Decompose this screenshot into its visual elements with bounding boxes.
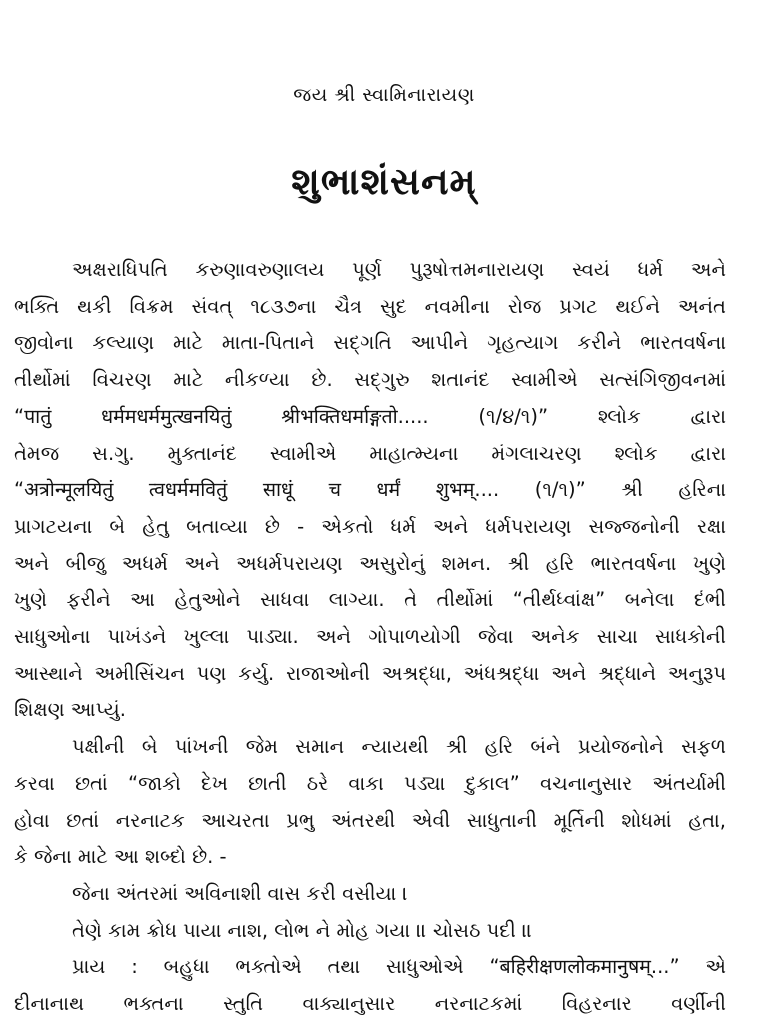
text-line: કે જેના માટે આ શબ્દો છે. - [14,845,227,869]
text-line: ભક્તિ થકી વિક્રમ સંવત્ ૧૮૩૭ના ચૈત્ર સુદ નવમીના રોજ પ્રગટ થઈને અનંત [14,294,726,318]
invocation-header: જય શ્રી સ્વામિનારાયણ [293,84,475,106]
text-line: “पातुं धर्ममधर्ममुत्खनयितुं श्रीभक्तिधर्माङ्गतो..... (૧/૪/૧)” શ્લોક દ્વારા [14,404,726,428]
verse-block [14,876,726,949]
text-line: કરવા છતાં “જાકો દેખ છાતી ઠરે વાકા પડ્યા દુકાલ” વચનાનુસાર અંતર્યામી [14,771,726,795]
paragraph-1 [14,252,726,729]
body-text [14,252,726,1023]
text-line: ખુણે ફરીને આ હેતુઓને સાધવા લાગ્યા. તે તીર્થોમાં “તીર્થધ્વાંક્ષ” બનેલા દંભી [14,588,726,612]
text-line: અક્ષરાધિપતિ કરુણાવરુણાલય પૂર્ણ પુરૂષોત્તમનારાયણ સ્વયં ધર્મ અને [72,258,726,281]
text-line: જીવોના કલ્યાણ માટે માતા-પિતાને સદ્ગતિ આપીને ગૃહત્યાગ કરીને ભારતવર્ષના [14,331,726,355]
text-line: પ્રાગટયના બે હેતુ બતાવ્યા છે - એકતો ધર્મ અને ધર્મપરાયણ સજ્જનોની રક્ષા [14,514,726,538]
paragraph-3 [14,949,726,1022]
text-line: આસ્થાને અમીસિંચન પણ કર્યુ. રાજાઓની અશ્રદ્ધા, અંધશ્રદ્ધા અને શ્રદ્ધાને અનુરૂપ [14,661,726,685]
text-line: શિક્ષણ આપ્યું. [14,698,126,722]
text-line: પક્ષીની બે પાંખની જેમ સમાન ન્યાયથી શ્રી હરિ બંને પ્રયોજનોને સફળ [72,735,726,759]
text-line: પ્રાય : બહુધા ભક્તોએ તથા સાધુઓએ “बहिरीक्षणलोकमानुषम्...” એ [72,955,726,979]
page-title: શુભાશંસનમ્ [291,160,477,203]
text-line: તીર્થોમાં વિચરણ માટે નીકળ્યા છે. સદ્ગુરુ શતાનંદ સ્વામીએ સત્સંગિજીવનમાં [14,368,726,392]
text-line: તેમજ સ.ગુ. મુક્તાનંદ સ્વામીએ માહાત્મ્યના મંગલાચરણ શ્લોક દ્વારા [14,441,726,465]
text-line: અને બીજુ અધર્મ અને અધર્મપરાયણ અસુરોનું શમન. શ્રી હરિ ભારતવર્ષના ખુણે [14,551,726,575]
paragraph-2 [14,729,726,876]
verse-line: જેના અંતરમાં અવિનાશી વાસ કરી વસીયા । [72,881,408,905]
text-line: હોવા છતાં નરનાટક આચરતા પ્રભુ અંતરથી એવી સાધુતાની મૂર્તિની શોધમાં હતા, [14,808,726,832]
text-line: દીનાનાથ ભક્તના સ્તુતિ વાક્યાનુસાર નરનાટકમાં વિહરનાર વર્ણીની [14,992,726,1016]
text-line: “अत्रोन्मूलयितुं त्वधर्ममवितुं साधूं च धर्मं शुभम्.... (૧/૧)” શ્રી હરિના [14,478,726,502]
verse-line: તેણે કામ ક્રોધ પાયા નાશ, લોભ ને મોહ ગયા ॥ ચોસઠ પદી ॥ [72,918,533,942]
text-line: સાધુઓના પાખંડને ખુલ્લા પાડ્યા. અને ગોપાળયોગી જેવા અનેક સાચા સાધકોની [14,625,726,649]
